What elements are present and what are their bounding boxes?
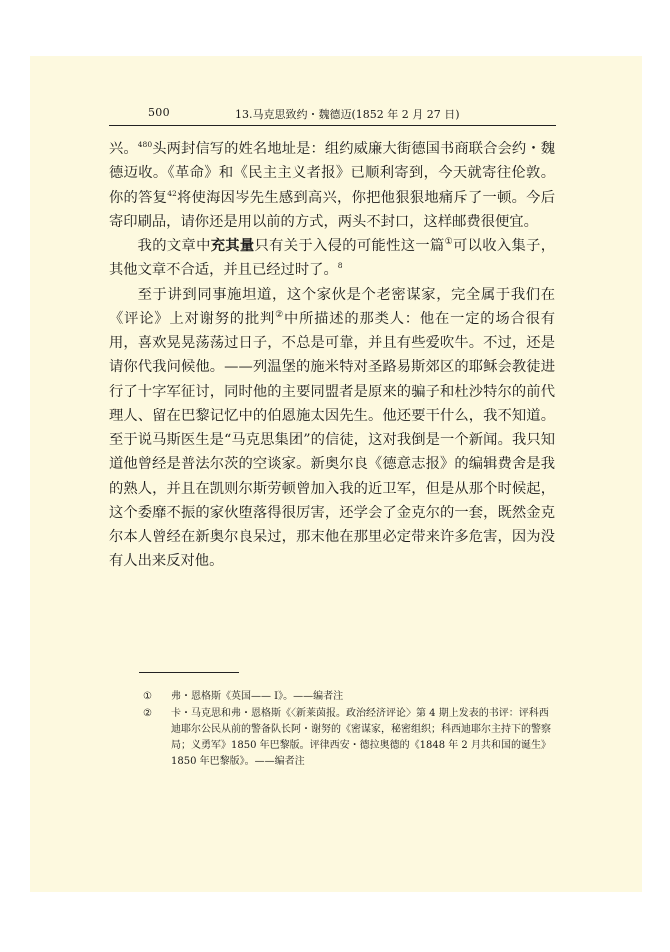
endnote-ref: 8	[337, 261, 343, 271]
text-segment: 兴。	[109, 141, 138, 157]
paragraph-3	[109, 283, 555, 574]
endnote-ref: 480	[137, 140, 153, 150]
text-segment: 将使海因岑先生感到高兴，你把他狠狠地痛斥了一顿。今后寄印刷品，请你还是用以前的方式，两头不封口，这样邮费很便宜。	[109, 189, 556, 230]
page-header	[109, 103, 556, 126]
text-segment: 至于讲到同事施坦道，这个家伙是个老密谋家，完全属于我们在《评论》上对谢努的批判	[109, 286, 555, 327]
footnote-text: 弗・恩格斯《英国—— Ⅰ》。——编者注	[171, 691, 344, 702]
page-number: 500	[148, 106, 170, 119]
footnote-ref: ②	[275, 309, 284, 320]
main-text	[109, 137, 555, 574]
text-segment: 只有关于入侵的可能性这一篇	[254, 238, 445, 254]
footnote-marker: ②	[143, 708, 152, 719]
text-segment: 可以收入集子，其他文章不合适，并且已经过时了。	[109, 238, 555, 279]
running-title: 13.马克思致约・魏德迈(1852 年 2 月 27 日)	[235, 108, 460, 121]
text-segment: 我的文章中	[137, 238, 211, 254]
footnote-2	[143, 706, 555, 770]
footnote-divider	[139, 672, 239, 673]
paragraph-1	[109, 137, 555, 234]
footnote-ref: ①	[444, 237, 453, 248]
footnote-1	[143, 689, 555, 705]
paragraph-2	[109, 234, 555, 283]
footnote-text: 卡・马克思和弗・恩格斯《〈新莱茵报。政治经济评论〉第 4 期上发表的书评：评科西迪耶尔公民从前的警备队长阿・谢努的《密谋家，秘密组织；科西迪耶尔主持下的警察局；义勇军》1850 年巴黎版。评律西安・德拉奥德的《1848 年 2 月共和国的诞生》1850 年巴黎版》。——编者注	[171, 708, 551, 767]
endnote-ref: 42	[167, 188, 177, 198]
text-segment: 中所描述的那类人：他在一定的场合很有用，喜欢晃晃荡荡过日子，不总是可靠，并且有些爱吹牛。不过，还是请你代我问候他。——列温堡的施米特对圣路易斯郊区的耶稣会教徒进行了十字军征讨，同时他的主要同盟者是原来的骗子和杜沙特尔的前代理人、留在巴黎记忆中的伯恩施太因先生。他还要干什么，我不知道。至于说马斯医生是“马克思集团”的信徒，这对我倒是一个新闻。我只知道他曾经是普法尔茨的空谈家。新奥尔良《德意志报》的编辑费舍是我的熟人，并且在凯则尔斯劳顿曾加入我的近卫军，但是从那个时候起，这个委靡不振的家伙堕落得很厉害，还学会了金克尔的一套，既然金克尔本人曾经在新奥尔良呆过，那末他在那里必定带来许多危害，因为没有人出来反对他。	[109, 310, 555, 570]
footnote-marker: ①	[143, 691, 152, 702]
emphasized-text: 充其量	[210, 238, 255, 254]
footnotes	[143, 689, 555, 771]
text-segment: 头两封信写的姓名地址是：组约威廉大街德国书商联合会约・魏德迈收。《革命》和《民主主义者报》已顺利寄到，今天就寄往伦敦。你的答复	[109, 141, 556, 206]
